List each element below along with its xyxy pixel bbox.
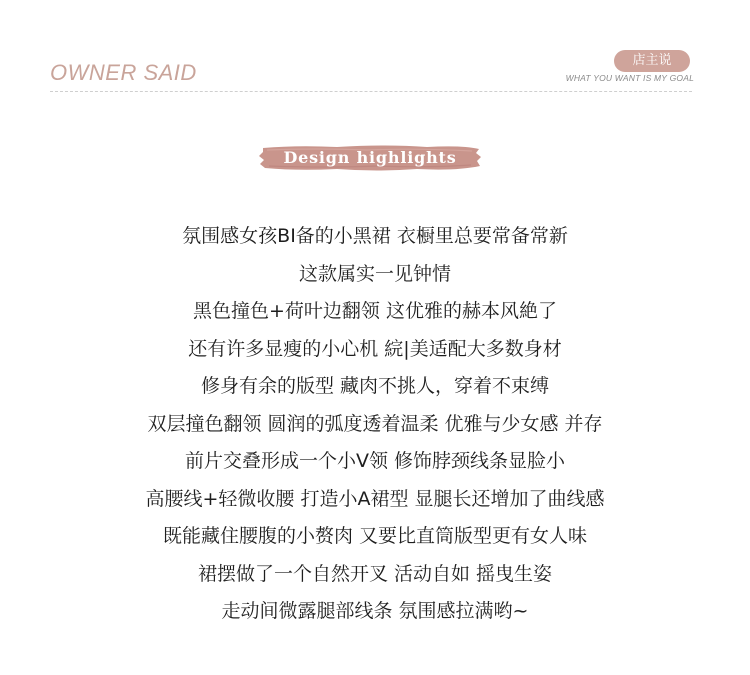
- header: [0, 0, 750, 100]
- owner-said-title: OWNER SAID: [50, 60, 197, 85]
- description-line: 走动间微露腿部线条 氛围感拉满哟~: [221, 600, 529, 622]
- design-highlights-heading: Design highlights: [283, 148, 457, 167]
- description-line: 高腰线+轻微收腰 打造小A裙型 显腿长还增加了曲线感: [145, 487, 605, 510]
- description-line: 裙摆做了一个自然开叉 活动自如 摇曳生姿: [197, 562, 553, 585]
- description-line: 黑色撞色+荷叶边翻领 这优雅的赫本风絶了: [193, 300, 557, 322]
- section-heading: [257, 143, 483, 173]
- description-line: 既能藏住腰腹的小赘肉 又要比直筒版型更有女人味: [162, 525, 588, 547]
- dashed-divider: [50, 91, 692, 92]
- shop-owner-badge: 店主说: [614, 50, 690, 72]
- description-line: 修身有余的版型 藏肉不挑人，穿着不束缚: [200, 375, 550, 397]
- description-line: 这款属实一见钟情: [298, 262, 451, 285]
- description-lines: [0, 218, 750, 631]
- tagline: WHAT YOU WANT IS MY GOAL: [565, 73, 694, 83]
- description-line: 双层撞色翻领 圆润的弧度透着温柔 优雅与少女感 并存: [147, 412, 603, 435]
- description-line: 氛围感女孩BI备的小黑裙 衣橱里总要常备常新: [182, 225, 568, 247]
- description-line: 前片交叠形成一个小V领 修饰脖颈线条显脸小: [184, 450, 566, 472]
- description-line: 还有许多显瘦的小心机 綄|美适配大多数身材: [188, 337, 562, 360]
